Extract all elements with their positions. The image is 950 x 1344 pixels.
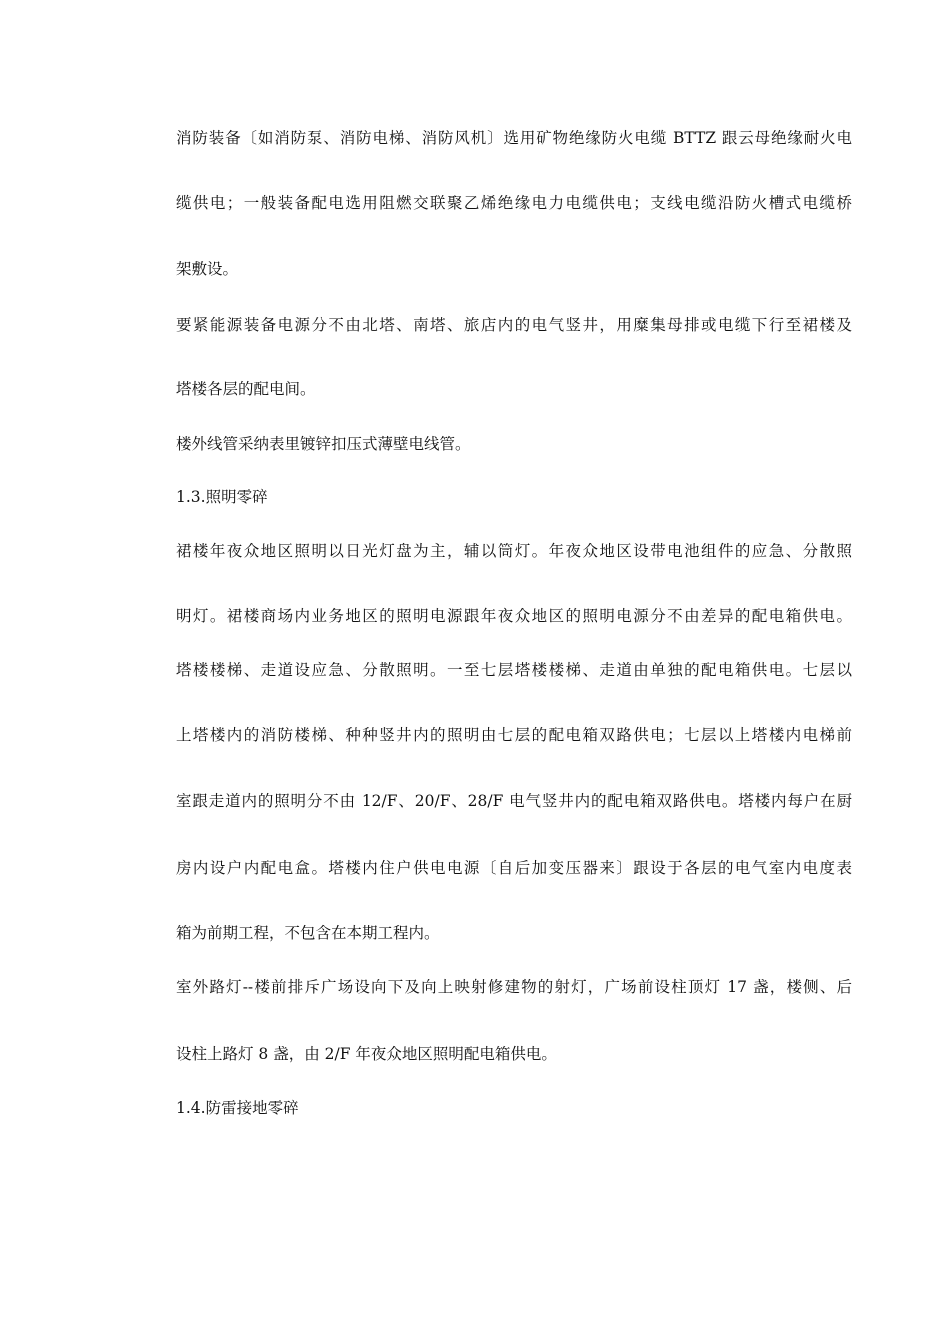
paragraph-line: 要紧能源装备电源分不由北塔、南塔、旅店内的电气竖井，用糜集母排或电缆下行至裙楼及 (176, 316, 852, 334)
paragraph-line: 室跟走道内的照明分不由 12/F、20/F、28/F 电气竖井内的配电箱双路供电。塔楼内每户在厨 (176, 792, 852, 810)
paragraph-line: 塔楼各层的配电间。 (176, 380, 316, 398)
section-heading: 1.4.防雷接地零碎 (176, 1099, 299, 1117)
section-heading: 1.3.照明零碎 (176, 488, 268, 506)
paragraph-line: 房内设户内配电盒。塔楼内住户供电电源〔自后加变压器来〕跟设于各层的电气室内电度表 (176, 859, 852, 877)
paragraph-line: 楼外线管采纳表里镀锌扣压式薄壁电线管。 (176, 435, 471, 453)
paragraph-line: 上塔楼内的消防楼梯、种种竖井内的照明由七层的配电箱双路供电；七层以上塔楼内电梯前 (176, 726, 852, 744)
paragraph-line: 消防装备〔如消防泵、消防电梯、消防风机〕选用矿物绝缘防火电缆 BTTZ 跟云母绝缘耐火电 (176, 129, 852, 147)
paragraph-line: 明灯。裙楼商场内业务地区的照明电源跟年夜众地区的照明电源分不由差异的配电箱供电。 (176, 607, 852, 625)
paragraph-line: 室外路灯--楼前排斥广场设向下及向上映射修建物的射灯，广场前设柱顶灯 17 盏，楼侧、后 (176, 978, 852, 996)
paragraph-line: 箱为前期工程，不包含在本期工程内。 (176, 924, 440, 942)
paragraph-line: 缆供电；一般装备配电选用阻燃交联聚乙烯绝缘电力电缆供电；支线电缆沿防火槽式电缆桥 (176, 194, 852, 212)
paragraph-line: 架敷设。 (176, 260, 239, 278)
paragraph-line: 裙楼年夜众地区照明以日光灯盘为主，辅以筒灯。年夜众地区设带电池组件的应急、分散照 (176, 542, 852, 560)
paragraph-line: 设柱上路灯 8 盏，由 2/F 年夜众地区照明配电箱供电。 (176, 1045, 557, 1063)
paragraph-line: 塔楼楼梯、走道设应急、分散照明。一至七层塔楼楼梯、走道由单独的配电箱供电。七层以 (176, 661, 852, 679)
